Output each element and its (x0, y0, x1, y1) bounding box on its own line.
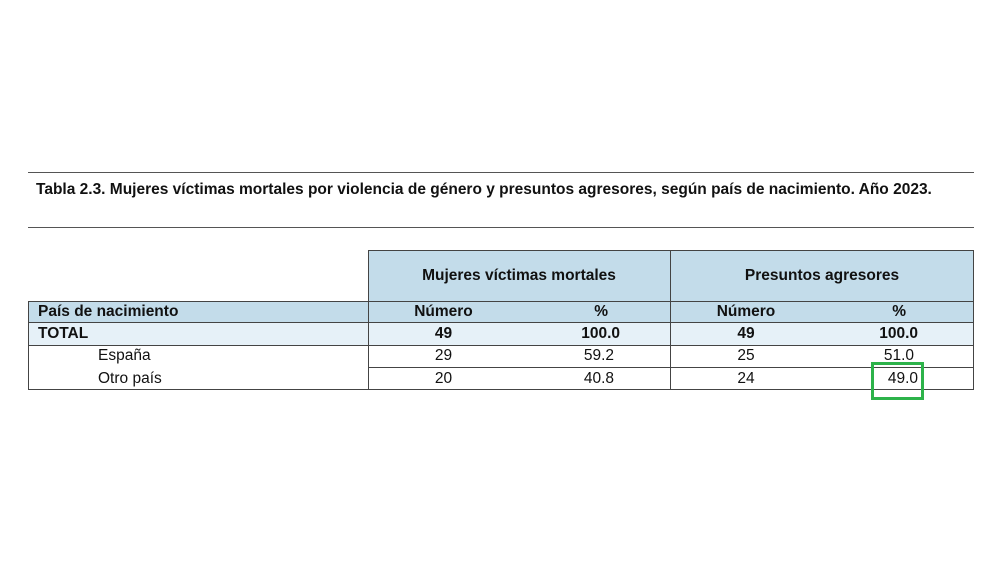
grid-right-line (973, 250, 974, 389)
total-label: TOTAL (38, 325, 89, 342)
grid-bottom-line (28, 389, 974, 390)
row-header-label: País de nacimiento (38, 303, 179, 320)
subheader-aggressors-number: Número (716, 303, 776, 320)
data-table (28, 250, 974, 390)
otro-pais-victims-percent: 40.8 (583, 370, 614, 387)
otro-pais-aggressors-percent: 49.0 (887, 370, 918, 387)
otro-pais-victims-number: 20 (434, 370, 453, 387)
group-header-victims: Mujeres víctimas mortales (422, 267, 616, 284)
otro-pais-aggressors-number: 24 (737, 370, 755, 387)
subheader-aggressors-percent: % (892, 303, 906, 320)
grid-header-line (28, 301, 974, 302)
grid-top-line (368, 250, 974, 251)
caption-bottom-rule (28, 227, 974, 228)
grid-col1-line (368, 250, 369, 389)
subheader-victims-percent: % (594, 303, 608, 320)
caption-top-rule (28, 172, 974, 173)
espana-victims-number: 29 (434, 347, 453, 364)
row-label-espana: España (98, 347, 151, 364)
total-victims-percent: 100.0 (581, 325, 620, 342)
espana-victims-percent: 59.2 (583, 347, 614, 364)
grid-left-line (28, 301, 29, 389)
espana-aggressors-number: 25 (737, 347, 755, 364)
grid-col2-line (670, 250, 671, 389)
total-victims-number: 49 (434, 325, 453, 342)
row-label-otro-pais: Otro país (98, 370, 162, 387)
group-header-aggressors: Presuntos agresores (744, 267, 900, 284)
grid-total-line (28, 345, 974, 346)
grid-subheader-line (28, 322, 974, 323)
total-aggressors-number: 49 (737, 325, 755, 342)
subheader-victims-number: Número (414, 303, 473, 320)
total-aggressors-percent: 100.0 (879, 325, 918, 342)
espana-aggressors-percent: 51.0 (883, 347, 914, 364)
table-caption: Tabla 2.3. Mujeres víctimas mortales por violencia de género y presuntos agresores, según país de nacimiento. Año 2023. (36, 181, 932, 198)
highlight-box (871, 362, 924, 400)
